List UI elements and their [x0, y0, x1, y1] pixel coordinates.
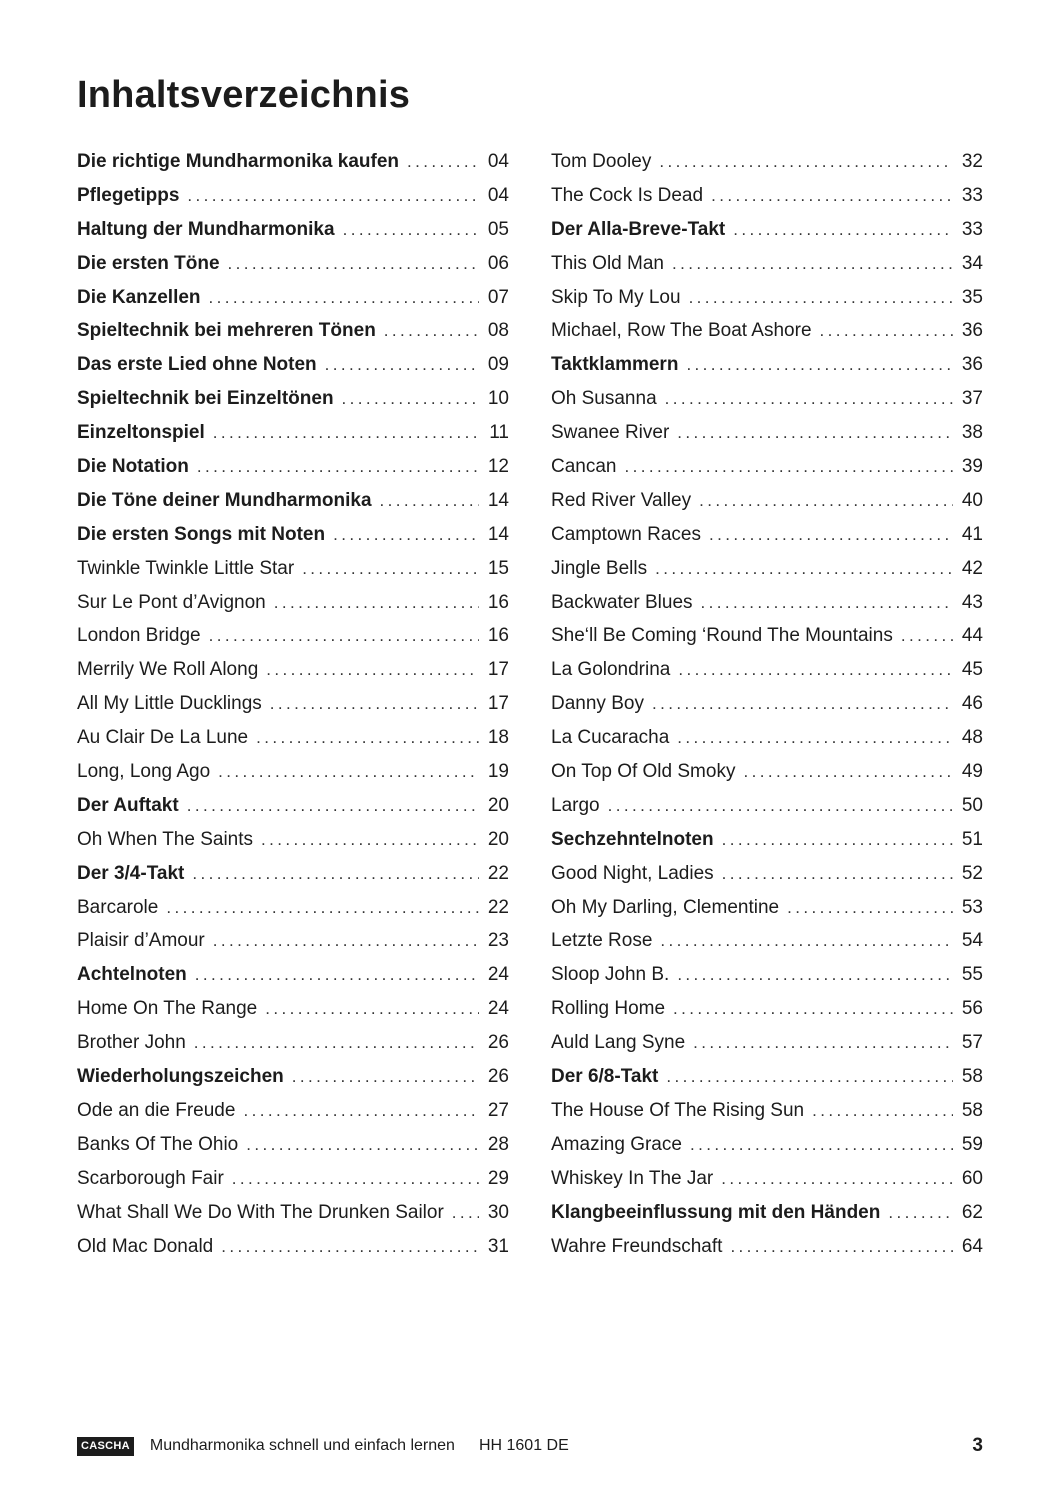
toc-entry — [551, 1230, 983, 1264]
dot-leader — [709, 518, 953, 552]
toc-entry-title: Twinkle Twinkle Little Star — [77, 557, 295, 579]
toc-entry-page: 46 — [961, 693, 983, 715]
toc-entry-page: 31 — [487, 1235, 509, 1257]
toc-entry-title: Good Night, Ladies — [551, 862, 714, 884]
dot-leader — [384, 314, 479, 348]
footer-book-title: Mundharmonika schnell und einfach lernen — [149, 1437, 455, 1454]
toc-entry — [77, 586, 509, 620]
toc-entry — [77, 755, 509, 789]
dot-leader — [673, 992, 953, 1026]
toc-right-column — [551, 145, 983, 1263]
toc-entry-title: Oh My Darling, Clementine — [551, 896, 780, 918]
toc-entry-page: 64 — [961, 1235, 983, 1257]
toc-entry-title: Whiskey In The Jar — [551, 1167, 714, 1189]
dot-leader — [722, 857, 953, 891]
dot-leader — [213, 924, 479, 958]
toc-entry — [551, 958, 983, 992]
toc-entry-title: Die richtige Mundharmonika kaufen — [77, 151, 399, 172]
toc-entry-page: 38 — [961, 422, 983, 444]
toc-entry — [77, 484, 509, 518]
toc-entry — [77, 992, 509, 1026]
toc-left-column — [77, 145, 509, 1263]
dot-leader — [701, 586, 953, 620]
toc-entry-title: Wahre Freundschaft — [551, 1235, 723, 1257]
toc-entry — [551, 789, 983, 823]
toc-entry-page: 54 — [961, 930, 983, 952]
dot-leader — [672, 247, 953, 281]
toc-entry — [77, 1094, 509, 1128]
dot-leader — [689, 281, 953, 315]
dot-leader — [733, 213, 953, 247]
toc-entry — [551, 450, 983, 484]
toc-entry-title: Scarborough Fair — [77, 1167, 224, 1189]
toc-entry — [77, 1196, 509, 1230]
toc-entry-title: Tom Dooley — [551, 151, 652, 172]
toc-entry — [77, 213, 509, 247]
toc-entry-title: Barcarole — [77, 896, 159, 918]
toc-entry-title: Taktklammern — [551, 354, 679, 376]
toc-entry — [77, 789, 509, 823]
toc-entry — [77, 382, 509, 416]
toc-entry — [77, 348, 509, 382]
toc-entry-page: 18 — [487, 727, 509, 749]
toc-entry-page: 29 — [487, 1167, 509, 1189]
toc-entry-title: Long, Long Ago — [77, 761, 211, 783]
toc-entry-page: 50 — [961, 794, 983, 816]
toc-entry — [77, 450, 509, 484]
toc-entry-page: 32 — [961, 151, 983, 172]
dot-leader — [302, 552, 479, 586]
toc-entry-page: 42 — [961, 557, 983, 579]
toc-entry — [551, 314, 983, 348]
toc-entry — [551, 721, 983, 755]
toc-entry-page: 26 — [487, 1032, 509, 1054]
toc-entry-page: 62 — [961, 1201, 983, 1223]
dot-leader — [221, 1230, 479, 1264]
toc-entry-title: All My Little Ducklings — [77, 693, 262, 715]
dot-leader — [270, 687, 479, 721]
toc-entry-title: Sloop John B. — [551, 964, 670, 986]
dot-leader — [787, 891, 953, 925]
dot-leader — [730, 1230, 953, 1264]
dot-leader — [209, 619, 479, 653]
dot-leader — [812, 1094, 953, 1128]
toc-entry-title: Spieltechnik bei Einzeltönen — [77, 388, 334, 410]
toc-entry — [551, 857, 983, 891]
toc-entry — [551, 653, 983, 687]
toc-entry-page: 41 — [961, 523, 983, 545]
toc-entry — [77, 1128, 509, 1162]
dot-leader — [722, 823, 953, 857]
toc-entry — [551, 924, 983, 958]
dot-leader — [209, 281, 479, 315]
toc-entry-title: La Golondrina — [551, 659, 671, 681]
toc-entry-title: Die ersten Töne — [77, 252, 220, 274]
dot-leader — [655, 552, 953, 586]
dot-leader — [452, 1196, 479, 1230]
toc-entry-title: La Cucaracha — [551, 727, 670, 749]
toc-entry-page: 11 — [489, 422, 509, 444]
toc-entry-title: What Shall We Do With The Drunken Sailor — [77, 1201, 444, 1223]
toc-entry-page: 09 — [487, 354, 509, 376]
dot-leader — [194, 1026, 479, 1060]
footer-product-code: HH 1601 DE — [478, 1437, 569, 1454]
toc-entry-title: Der 3/4-Takt — [77, 862, 185, 884]
dot-leader — [274, 586, 479, 620]
toc-entry-title: Brother John — [77, 1032, 186, 1054]
dot-leader — [711, 179, 953, 213]
dot-leader — [218, 755, 479, 789]
toc-entry-page: 20 — [487, 828, 509, 850]
toc-entry-title: Klangbeeinflussung mit den Händen — [551, 1201, 881, 1223]
toc-entry-title: Die ersten Songs mit Noten — [77, 523, 326, 545]
dot-leader — [901, 619, 953, 653]
toc-entry-page: 17 — [487, 659, 509, 681]
toc-entry-page: 27 — [487, 1099, 509, 1121]
toc-entry-page: 12 — [487, 456, 509, 478]
dot-leader — [380, 484, 479, 518]
dot-leader — [888, 1196, 953, 1230]
toc-entry-page: 14 — [487, 523, 509, 545]
toc-entry — [551, 619, 983, 653]
dot-leader — [265, 992, 479, 1026]
toc-entry-page: 04 — [487, 184, 509, 206]
toc-entry — [551, 891, 983, 925]
toc-entry — [551, 1128, 983, 1162]
toc-entry-page: 20 — [487, 794, 509, 816]
toc-entry-page: 53 — [961, 896, 983, 918]
toc-entry — [77, 721, 509, 755]
toc-entry — [77, 1060, 509, 1094]
toc-entry-title: Jingle Bells — [551, 557, 648, 579]
toc-entry-title: Cancan — [551, 456, 617, 478]
toc-entry-title: Danny Boy — [551, 693, 644, 715]
toc-entry-title: Die Notation — [77, 456, 189, 478]
toc-entry-page: 58 — [961, 1066, 983, 1088]
toc-entry-title: Der 6/8-Takt — [551, 1066, 659, 1088]
toc-entry-title: Die Töne deiner Mundharmonika — [77, 489, 372, 511]
toc-entry — [551, 823, 983, 857]
toc-entry-title: Wiederholungszeichen — [77, 1066, 284, 1088]
toc-entry — [77, 314, 509, 348]
toc-entry — [77, 145, 509, 179]
toc-entry-title: London Bridge — [77, 625, 201, 647]
toc-entry — [551, 382, 983, 416]
toc-entry-page: 43 — [961, 591, 983, 613]
toc-entry-page: 26 — [487, 1066, 509, 1088]
toc-entry-title: Red River Valley — [551, 489, 692, 511]
dot-leader — [232, 1162, 479, 1196]
toc-entry-page: 49 — [961, 761, 983, 783]
toc-entry-page: 56 — [961, 998, 983, 1020]
toc-entry-page: 10 — [487, 388, 509, 410]
toc-entry — [77, 1162, 509, 1196]
toc-entry — [77, 958, 509, 992]
toc-entry-title: Backwater Blues — [551, 591, 693, 613]
dot-leader — [678, 653, 953, 687]
toc-entry — [551, 1094, 983, 1128]
dot-leader — [608, 789, 953, 823]
dot-leader — [686, 348, 953, 382]
toc-entry — [77, 924, 509, 958]
toc-entry — [551, 992, 983, 1026]
dot-leader — [677, 416, 953, 450]
dot-leader — [292, 1060, 479, 1094]
dot-leader — [266, 653, 479, 687]
toc-entry-page: 15 — [487, 557, 509, 579]
toc-entry-page: 23 — [487, 930, 509, 952]
toc-entry — [77, 619, 509, 653]
toc-entry-title: Largo — [551, 794, 600, 816]
toc-entry-title: Ode an die Freude — [77, 1099, 236, 1121]
toc-entry-page: 48 — [961, 727, 983, 749]
toc-entry-title: This Old Man — [551, 252, 664, 274]
toc-entry-page: 35 — [961, 286, 983, 308]
toc-entry — [551, 1026, 983, 1060]
dot-leader — [625, 450, 954, 484]
toc-entry-page: 24 — [487, 964, 509, 986]
toc-entry — [551, 416, 983, 450]
toc-entry — [77, 416, 509, 450]
toc-entry — [77, 518, 509, 552]
publisher-logo: CASCHA — [77, 1437, 134, 1456]
toc-entry-title: On Top Of Old Smoky — [551, 761, 736, 783]
dot-leader — [256, 721, 479, 755]
dot-leader — [195, 958, 479, 992]
toc-entry-page: 44 — [961, 625, 983, 647]
toc-entry — [77, 1026, 509, 1060]
footer-page-number: 3 — [972, 1435, 983, 1456]
toc-entry-title: Der Alla-Breve-Takt — [551, 218, 726, 240]
toc-entry-page: 51 — [961, 828, 983, 850]
toc-entry-title: Home On The Range — [77, 998, 258, 1020]
toc-entry-page: 19 — [487, 761, 509, 783]
toc-entry-page: 39 — [961, 456, 983, 478]
toc-entry — [77, 1230, 509, 1264]
dot-leader — [721, 1162, 953, 1196]
toc-entry-title: The House Of The Rising Sun — [551, 1099, 805, 1121]
toc-entry-title: Sur Le Pont d’Avignon — [77, 591, 266, 613]
toc-entry-page: 59 — [961, 1133, 983, 1155]
toc-entry — [551, 213, 983, 247]
dot-leader — [677, 958, 953, 992]
toc-entry-title: The Cock Is Dead — [551, 184, 704, 206]
toc-entry-title: Auld Lang Syne — [551, 1032, 686, 1054]
dot-leader — [820, 314, 953, 348]
toc-entry-title: Letzte Rose — [551, 930, 653, 952]
toc-entry — [551, 1196, 983, 1230]
toc-entry-title: Old Mac Donald — [77, 1235, 214, 1257]
toc-entry-title: Das erste Lied ohne Noten — [77, 354, 317, 376]
toc-entry — [77, 552, 509, 586]
toc-entry-page: 24 — [487, 998, 509, 1020]
toc-entry-page: 30 — [487, 1201, 509, 1223]
toc-entry-title: Oh When The Saints — [77, 828, 254, 850]
toc-entry — [77, 653, 509, 687]
toc-entry-title: Achtelnoten — [77, 964, 187, 986]
toc-entry — [77, 823, 509, 857]
dot-leader — [407, 145, 479, 179]
toc-entry — [77, 247, 509, 281]
dot-leader — [166, 891, 479, 925]
page-title: Inhaltsverzeichnis — [77, 74, 411, 116]
toc-entry-title: Merrily We Roll Along — [77, 659, 259, 681]
dot-leader — [743, 755, 953, 789]
toc-entry-page: 40 — [961, 489, 983, 511]
dot-leader — [243, 1094, 479, 1128]
toc-entry — [77, 857, 509, 891]
toc-entry-title: Die Kanzellen — [77, 286, 201, 308]
toc-entry-title: Pflegetipps — [77, 184, 180, 206]
dot-leader — [325, 348, 479, 382]
dot-leader — [342, 382, 479, 416]
toc-entry — [77, 281, 509, 315]
toc-entry-title: Banks Of The Ohio — [77, 1133, 239, 1155]
toc-entry-title: Einzeltonspiel — [77, 422, 205, 444]
toc-entry-page: 37 — [961, 388, 983, 410]
toc-entry-page: 36 — [961, 320, 983, 342]
toc-entry-page: 55 — [961, 964, 983, 986]
toc-entry — [551, 518, 983, 552]
dot-leader — [187, 789, 479, 823]
dot-leader — [652, 687, 953, 721]
toc-entry-page: 33 — [961, 218, 983, 240]
toc-entry-page: 16 — [487, 625, 509, 647]
toc-entry-title: Camptown Races — [551, 523, 701, 545]
toc-entry-page: 08 — [487, 320, 509, 342]
toc-entry-title: Oh Susanna — [551, 388, 657, 410]
toc-entry-page: 34 — [961, 252, 983, 274]
toc-entry-page: 58 — [961, 1099, 983, 1121]
dot-leader — [213, 416, 479, 450]
dot-leader — [187, 179, 479, 213]
toc-entry — [551, 348, 983, 382]
toc-entry-page: 45 — [961, 659, 983, 681]
toc-entry — [551, 281, 983, 315]
dot-leader — [246, 1128, 479, 1162]
dot-leader — [660, 924, 953, 958]
toc-entry-title: She‘ll Be Coming ‘Round The Mountains — [551, 625, 893, 647]
toc-entry — [551, 247, 983, 281]
toc-entry-title: Au Clair De La Lune — [77, 727, 249, 749]
page-footer — [77, 1433, 983, 1459]
dot-leader — [197, 450, 479, 484]
toc-entry-page: 14 — [487, 489, 509, 511]
toc-entry — [551, 586, 983, 620]
toc-entry-page: 52 — [961, 862, 983, 884]
toc-entry — [551, 552, 983, 586]
dot-leader — [693, 1026, 953, 1060]
toc-entry — [551, 179, 983, 213]
toc-entry — [551, 1162, 983, 1196]
toc-entry-title: Spieltechnik bei mehreren Tönen — [77, 320, 376, 342]
toc-entry-page: 16 — [487, 591, 509, 613]
toc-entry-title: Plaisir d’Amour — [77, 930, 205, 952]
toc-entry-page: 06 — [487, 252, 509, 274]
toc-entry-page: 17 — [487, 693, 509, 715]
toc-entry-page: 22 — [487, 896, 509, 918]
toc-entry — [77, 687, 509, 721]
toc-entry-page: 33 — [961, 184, 983, 206]
toc-entry-title: Sechzehntelnoten — [551, 828, 714, 850]
toc-entry-title: Rolling Home — [551, 998, 666, 1020]
dot-leader — [666, 1060, 953, 1094]
toc-entry-page: 05 — [487, 218, 509, 240]
toc-entry-page: 28 — [487, 1133, 509, 1155]
dot-leader — [333, 518, 479, 552]
toc-entry — [551, 1060, 983, 1094]
toc-entry-title: Skip To My Lou — [551, 286, 681, 308]
toc-entry — [551, 484, 983, 518]
toc-entry-title: Haltung der Mundharmonika — [77, 218, 335, 240]
dot-leader — [665, 382, 953, 416]
toc-entry-title: Swanee River — [551, 422, 670, 444]
dot-leader — [659, 145, 953, 179]
toc-entry-page: 04 — [487, 151, 509, 172]
toc-entry-title: Amazing Grace — [551, 1133, 682, 1155]
dot-leader — [261, 823, 479, 857]
toc-entry-page: 36 — [961, 354, 983, 376]
toc-entry-page: 22 — [487, 862, 509, 884]
toc-entry — [551, 687, 983, 721]
toc-entry — [77, 179, 509, 213]
toc-entry-page: 60 — [961, 1167, 983, 1189]
toc-entry-page: 07 — [487, 286, 509, 308]
dot-leader — [228, 247, 479, 281]
dot-leader — [677, 721, 953, 755]
dot-leader — [192, 857, 479, 891]
toc-entry — [551, 755, 983, 789]
toc-entry-title: Michael, Row The Boat Ashore — [551, 320, 812, 342]
dot-leader — [343, 213, 479, 247]
toc-entry-page: 57 — [961, 1032, 983, 1054]
toc-entry-title: Der Auftakt — [77, 794, 179, 816]
toc-entry — [77, 891, 509, 925]
dot-leader — [699, 484, 953, 518]
dot-leader — [690, 1128, 953, 1162]
toc-entry — [551, 145, 983, 179]
